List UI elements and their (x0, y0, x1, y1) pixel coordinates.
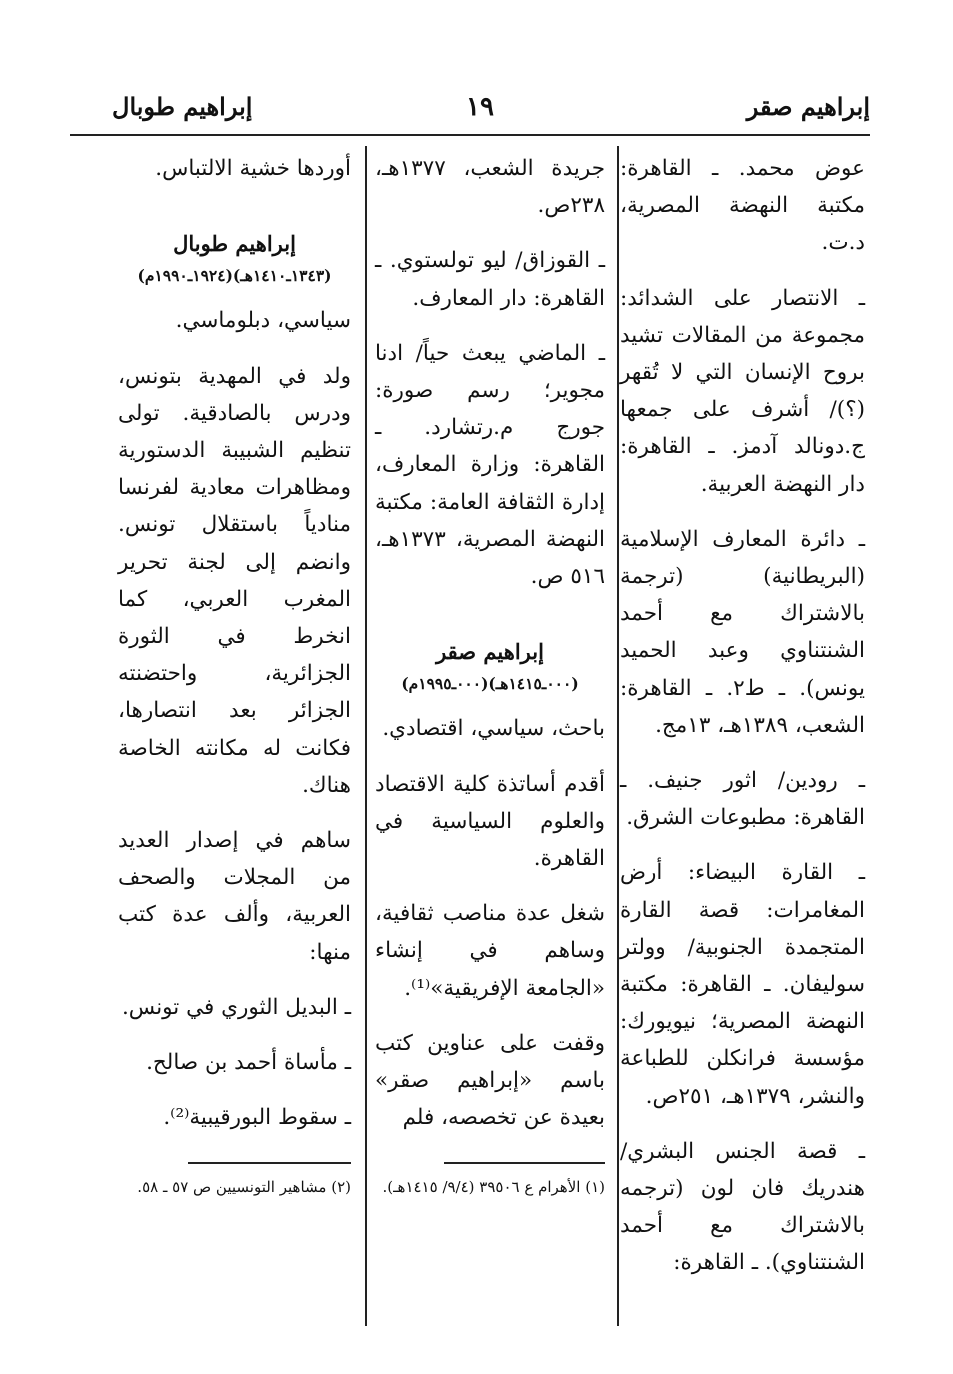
paragraph: ـ رودين/ اثور جنيف. ـ القاهرة: مطبوعات الشرق. (620, 768, 865, 831)
page-header (70, 90, 870, 136)
column-right (620, 150, 865, 1300)
footnote: (١) الأهرام ع ٣٩٥٠٦ (٩/٤/ ١٤١٥هـ). (382, 1178, 605, 1197)
paragraph: سياسي، دبلوماسي. (175, 308, 351, 334)
biography-title: إبراهيم صقر (436, 639, 544, 665)
column-divider (365, 146, 367, 1326)
paragraph: أقدم أساتذة كلية الاقتصاد والعلوم السياسية في القاهرة. (375, 771, 605, 872)
paragraph: ـ سقوط البورقيبية⁽²⁾. (163, 1105, 351, 1131)
paragraph: وقفت على عناوين كتب باسم «إبراهيم صقر» بعيدة عن تخصصه، فلم (375, 1030, 605, 1131)
paragraph: أوردها خشية الالتباس. (155, 156, 351, 181)
paragraph: ـ الماضي يبعث حياً/ ادنا مجوير؛ رسم صورة: جورج م.رتشارد. ـ القاهرة: وزارة المعارف، إدارة الثقافة العامة: مكتبة النهضة المصرية، ١٣٧٣هـ، ٥١٦ ص. (375, 340, 605, 590)
paragraph: شغل عدة مناصب ثقافية، وساهم في إنشاء «الجامعة الإفريقية»⁽¹⁾. (375, 901, 605, 1001)
biography-title: إبراهيم طوبال (173, 231, 296, 257)
paragraph: عوض محمد. ـ القاهرة: مكتبة النهضة المصرية، د.ت. (620, 156, 865, 256)
column-divider (617, 146, 619, 1326)
biography-dates: (٠٠٠ـ١٤١٥هـ)(٠٠٠ـ١٩٩٥م) (401, 674, 579, 694)
paragraph: ـ الانتصار على الشدائد: مجموعة من المقالات تشيد بروح الإنسان التي لا تُقهر (؟)/ أشرف على جمعها ج.دونالد آدمز. ـ القاهرة: دار النهضة العربية. (620, 285, 865, 497)
page-number: ١٩ (466, 92, 494, 122)
footnote: (٢) مشاهير التونسيين ص ٥٧ ـ ٥٨. (137, 1178, 351, 1197)
biography-dates: (١٣٤٣ـ١٤١٠هـ)(١٩٢٤ـ١٩٩٠م) (137, 266, 332, 286)
paragraph: ـ قصة الجنس البشري/ هندريك فان لون (ترجمه بالاشتراك مع أحمد الشنتناوي). ـ القاهرة: (620, 1138, 865, 1276)
footnote-rule (188, 1162, 351, 1164)
running-head-left: إبراهيم طوبال (112, 92, 253, 121)
paragraph: ولد في المهدية بتونس، ودرس بالصادقية. تولى تنظيم الشبيبة الدستورية ومظاهرات معادية لفرنسا منادياً باستقلال تونس. وانضم إلى لجنة تحرير المغرب العربي، كما انخرط في الثورة الجزائرية، واحتضنته الجزائر بعد انتصارها، فكانت له مكانته الخاصة هناك. (118, 363, 351, 798)
paragraph: ـ دائرة المعارف الإسلامية (البريطانية) (ترجمة بالاشتراك مع أحمد الشنتناوي وعبد الحميد يونس). ـ ط٢. ـ القاهرة: الشعب، ١٣٨٩هـ، ١٣مج. (620, 526, 865, 738)
paragraph: ـ القوزاق/ ليو تولستوي. ـ القاهرة: دار المعارف. (375, 248, 605, 311)
column-left (118, 150, 351, 1201)
running-head-right: إبراهيم صقر (746, 92, 870, 121)
footnote-rule (444, 1162, 605, 1164)
paragraph: ـ القارة البيضاء: أرض المغامرات: قصة القارة المتجمدة الجنوبية/ وولتر سوليفان. ـ القاهرة: مكتبة النهضة المصرية؛ نيويورك: مؤسسة فرانكلن للطباعة والنشر، ١٣٧٩هـ، ٢٥١ص. (620, 860, 865, 1109)
paragraph: جريدة الشعب، ١٣٧٧هـ، ٢٣٨ص. (375, 156, 605, 219)
paragraph: باحث، سياسي، اقتصادي. (382, 716, 605, 742)
paragraph: ـ مأساة أحمد بن صالح. (146, 1050, 351, 1076)
column-middle (375, 150, 605, 1201)
paragraph: ساهم في إصدار العديد من المجلات والصحف العربية، وألف عدة كتب منها: (118, 828, 351, 965)
paragraph: ـ البديل الثوري في تونس. (121, 994, 351, 1020)
